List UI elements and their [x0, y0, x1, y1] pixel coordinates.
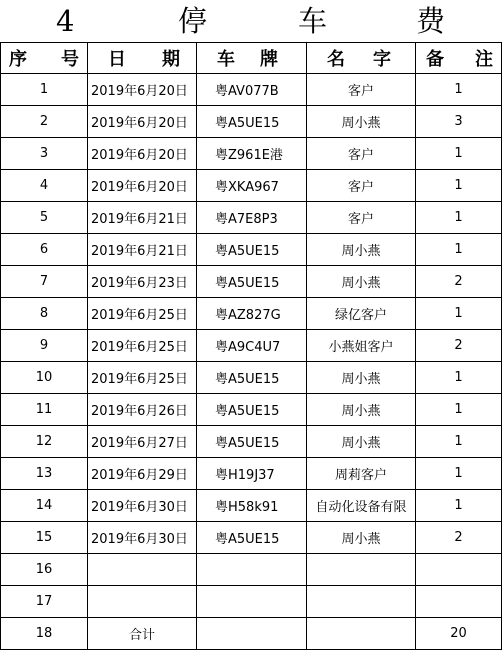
title-char-2: 车	[298, 4, 328, 38]
cell-date[interactable]: 2019年6月25日	[88, 362, 197, 394]
cell-plate[interactable]: 粤A5UE15	[197, 106, 307, 138]
cell-seq[interactable]: 16	[1, 554, 88, 586]
cell-remark[interactable]: 1	[416, 394, 502, 426]
cell-remark[interactable]: 1	[416, 74, 502, 106]
total-label[interactable]: 合计	[88, 618, 197, 650]
cell-plate[interactable]: 粤A5UE15	[197, 362, 307, 394]
cell-remark[interactable]: 2	[416, 330, 502, 362]
cell-name[interactable]	[307, 554, 416, 586]
title-number: 4	[56, 4, 75, 38]
title-char-3: 费	[416, 4, 446, 38]
cell-plate[interactable]: 粤AV077B	[197, 74, 307, 106]
cell-date[interactable]: 2019年6月29日	[88, 458, 197, 490]
header-row	[1, 43, 502, 74]
cell-remark[interactable]: 1	[416, 138, 502, 170]
cell-plate[interactable]: 粤A5UE15	[197, 234, 307, 266]
cell-name[interactable]: 自动化设备有限	[307, 490, 416, 522]
total-remark[interactable]: 20	[416, 618, 502, 650]
cell-remark[interactable]	[416, 554, 502, 586]
table-row	[1, 554, 502, 586]
table-row	[1, 362, 502, 394]
table-row	[1, 202, 502, 234]
cell-seq[interactable]: 7	[1, 266, 88, 298]
cell-seq[interactable]: 3	[1, 138, 88, 170]
cell-remark[interactable]	[416, 586, 502, 618]
cell-name[interactable]: 周小燕	[307, 362, 416, 394]
header-remark[interactable]: 备 注	[416, 43, 502, 74]
cell-name[interactable]: 客户	[307, 202, 416, 234]
cell-seq[interactable]: 2	[1, 106, 88, 138]
cell-plate[interactable]	[197, 586, 307, 618]
cell-plate[interactable]: 粤A5UE15	[197, 394, 307, 426]
cell-seq[interactable]: 6	[1, 234, 88, 266]
cell-plate[interactable]: 粤AZ827G	[197, 298, 307, 330]
cell-seq[interactable]: 5	[1, 202, 88, 234]
cell-plate[interactable]: 粤A9C4U7	[197, 330, 307, 362]
total-row	[1, 618, 502, 650]
cell-remark[interactable]: 1	[416, 362, 502, 394]
sheet-title	[0, 0, 502, 42]
cell-remark[interactable]: 1	[416, 202, 502, 234]
table-row	[1, 234, 502, 266]
table-row	[1, 298, 502, 330]
cell-name[interactable]: 周小燕	[307, 106, 416, 138]
cell-date[interactable]: 2019年6月20日	[88, 74, 197, 106]
cell-name[interactable]: 周小燕	[307, 266, 416, 298]
cell-name[interactable]: 周小燕	[307, 394, 416, 426]
cell-date[interactable]: 2019年6月20日	[88, 170, 197, 202]
cell-plate[interactable]	[197, 554, 307, 586]
cell-plate[interactable]: 粤Z961E港	[197, 138, 307, 170]
header-seq[interactable]: 序 号	[1, 43, 88, 74]
cell-date[interactable]: 2019年6月30日	[88, 522, 197, 554]
cell-plate[interactable]: 粤H58k91	[197, 490, 307, 522]
cell-date[interactable]: 2019年6月23日	[88, 266, 197, 298]
table-row	[1, 458, 502, 490]
cell-seq[interactable]: 15	[1, 522, 88, 554]
cell-name[interactable]	[307, 586, 416, 618]
table-row	[1, 490, 502, 522]
cell-seq[interactable]: 17	[1, 586, 88, 618]
cell-name[interactable]: 客户	[307, 170, 416, 202]
header-date[interactable]: 日 期	[88, 43, 197, 74]
total-empty-plate[interactable]	[197, 618, 307, 650]
total-seq[interactable]: 18	[1, 618, 88, 650]
cell-name[interactable]: 周小燕	[307, 426, 416, 458]
cell-seq[interactable]: 4	[1, 170, 88, 202]
cell-name[interactable]: 绿亿客户	[307, 298, 416, 330]
cell-remark[interactable]: 1	[416, 458, 502, 490]
cell-remark[interactable]: 3	[416, 106, 502, 138]
cell-seq[interactable]: 12	[1, 426, 88, 458]
header-plate[interactable]: 车 牌	[197, 43, 307, 74]
cell-seq[interactable]: 8	[1, 298, 88, 330]
cell-name[interactable]: 客户	[307, 138, 416, 170]
cell-seq[interactable]: 9	[1, 330, 88, 362]
cell-date[interactable]: 2019年6月21日	[88, 234, 197, 266]
cell-date[interactable]: 2019年6月25日	[88, 298, 197, 330]
table-row	[1, 522, 502, 554]
table-row	[1, 170, 502, 202]
cell-date[interactable]: 2019年6月27日	[88, 426, 197, 458]
cell-date[interactable]	[88, 586, 197, 618]
table-row	[1, 330, 502, 362]
header-name[interactable]: 名 字	[307, 43, 416, 74]
cell-seq[interactable]: 13	[1, 458, 88, 490]
cell-plate[interactable]: 粤A5UE15	[197, 266, 307, 298]
table-row	[1, 426, 502, 458]
cell-seq[interactable]: 10	[1, 362, 88, 394]
cell-name[interactable]: 周莉客户	[307, 458, 416, 490]
cell-date[interactable]: 2019年6月26日	[88, 394, 197, 426]
total-empty-name[interactable]	[307, 618, 416, 650]
cell-plate[interactable]: 粤A5UE15	[197, 426, 307, 458]
table-row	[1, 74, 502, 106]
cell-remark[interactable]: 2	[416, 266, 502, 298]
cell-remark[interactable]: 1	[416, 490, 502, 522]
cell-plate[interactable]: 粤A5UE15	[197, 522, 307, 554]
cell-name[interactable]: 小燕姐客户	[307, 330, 416, 362]
table-row	[1, 586, 502, 618]
title-char-1: 停	[178, 4, 208, 38]
table-row	[1, 106, 502, 138]
parking-fee-table	[0, 42, 502, 650]
cell-seq[interactable]: 14	[1, 490, 88, 522]
cell-name[interactable]: 周小燕	[307, 522, 416, 554]
cell-date[interactable]: 2019年6月21日	[88, 202, 197, 234]
cell-remark[interactable]: 1	[416, 298, 502, 330]
cell-date[interactable]: 2019年6月20日	[88, 138, 197, 170]
cell-remark[interactable]: 1	[416, 170, 502, 202]
cell-seq[interactable]: 11	[1, 394, 88, 426]
cell-date[interactable]: 2019年6月30日	[88, 490, 197, 522]
cell-date[interactable]: 2019年6月20日	[88, 106, 197, 138]
cell-name[interactable]: 周小燕	[307, 234, 416, 266]
cell-plate[interactable]: 粤A7E8P3	[197, 202, 307, 234]
cell-seq[interactable]: 1	[1, 74, 88, 106]
cell-remark[interactable]: 1	[416, 234, 502, 266]
cell-remark[interactable]: 1	[416, 426, 502, 458]
table-row	[1, 138, 502, 170]
cell-plate[interactable]: 粤H19J37	[197, 458, 307, 490]
cell-remark[interactable]: 2	[416, 522, 502, 554]
cell-name[interactable]: 客户	[307, 74, 416, 106]
cell-date[interactable]: 2019年6月25日	[88, 330, 197, 362]
cell-plate[interactable]: 粤XKA967	[197, 170, 307, 202]
table-row	[1, 394, 502, 426]
cell-date[interactable]	[88, 554, 197, 586]
table-row	[1, 266, 502, 298]
